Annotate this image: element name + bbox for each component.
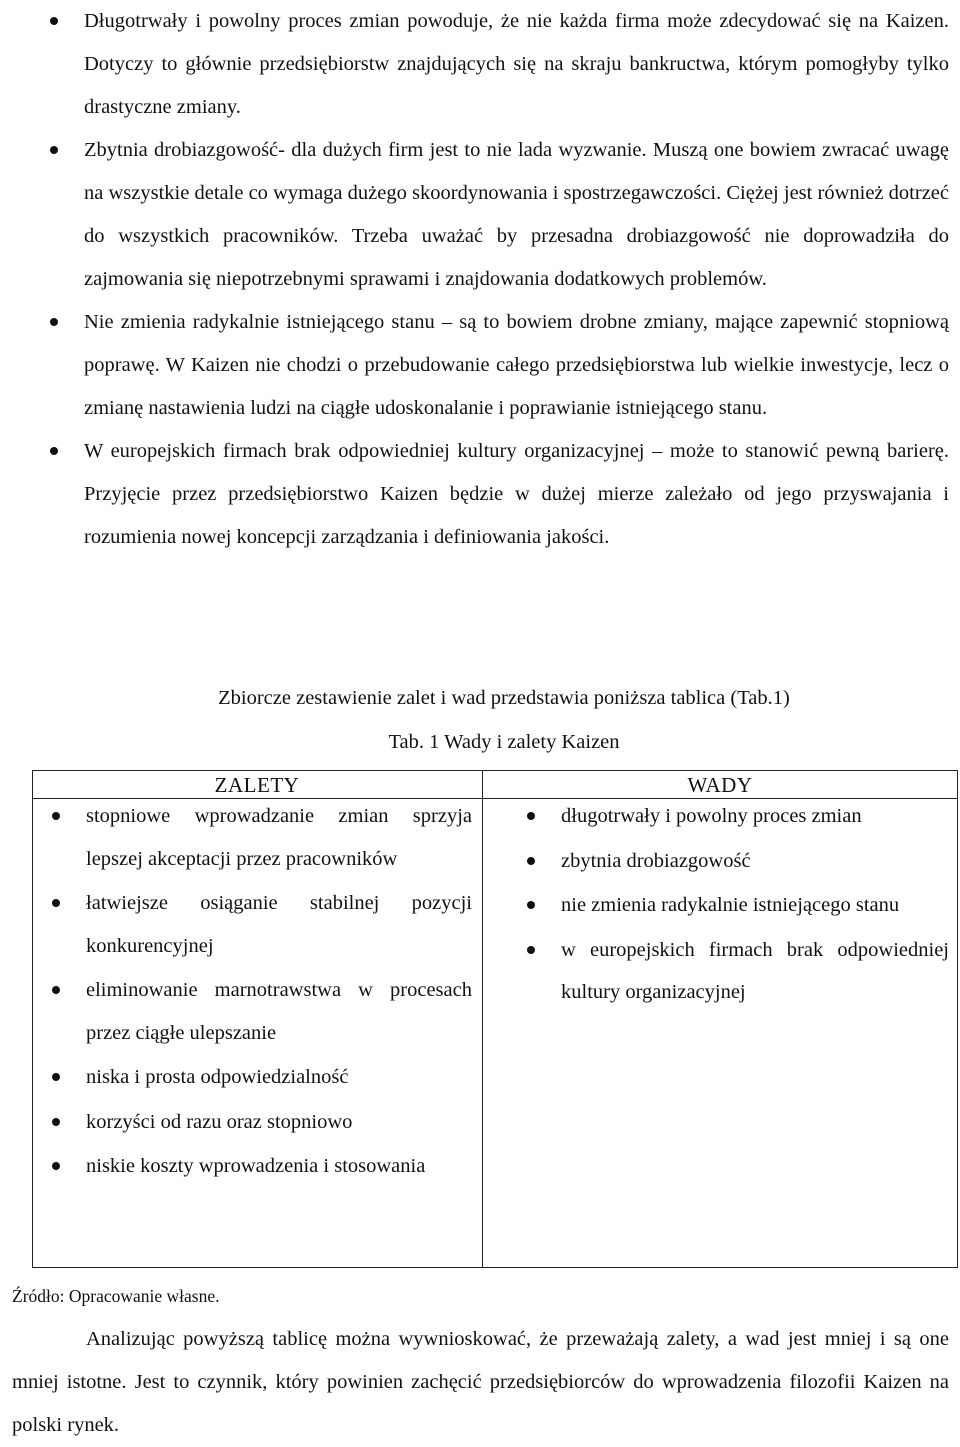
list-item: korzyści od razu oraz stopniowo (86, 1101, 472, 1144)
list-item: Nie zmienia radykalnie istniejącego stanu – są to bowiem drobne zmiany, mające zapewnić stopniową poprawę. W Kaizen nie chodzi o przebudowanie całego przedsiębiorstwa lub wielkie inwestycje, lecz o zmianę nastawienia ludzi na ciągłe udoskonalanie i poprawianie istniejącego stanu. (84, 301, 949, 430)
list-item: eliminowanie marnotrawstwa w procesach przez ciągłe ulepszanie (86, 969, 472, 1054)
table-header-pros: ZALETY (214, 773, 300, 797)
list-item: niska i prosta odpowiedzialność (86, 1056, 472, 1099)
drawbacks-list (84, 0, 949, 559)
conclusion-paragraph: Analizując powyższą tablicę można wywnioskować, że przeważają zalety, a wad jest mniej i są one mniej istotne. Jest to czynnik, który powinien zachęcić przedsiębiorców do wprowadzenia filozofii Kaizen na polski rynek. (12, 1328, 949, 1436)
list-item: Zbytnia drobiazgowość- dla dużych firm jest to nie lada wyzwanie. Muszą one bowiem zwracać uwagę na wszystkie detale co wymaga dużego skoordynowania i spostrzegawczości. Ciężej jest również dotrzeć do wszystkich pracowników. Trzeba uważać by przesadna drobiazgowość nie doprowadziła do zajmowania się niepotrzebnymi sprawami i znajdowania dodatkowych problemów. (84, 129, 949, 301)
list-item: nie zmienia radykalnie istniejącego stanu (561, 884, 949, 927)
table-border-right (957, 770, 958, 1268)
pros-cons-table (32, 770, 958, 1268)
list-item: Długotrwały i powolny proces zmian powoduje, że nie każda firma może zdecydować się na Kaizen. Dotyczy to głównie przedsiębiorstw znajdujących się na skraju bankructwa, którym pomogłyby tylko drastyczne zmiany. (84, 0, 949, 129)
source-note: Źródło: Opracowanie własne. (12, 1286, 220, 1306)
pros-list (86, 795, 472, 1190)
list-item: W europejskich firmach brak odpowiedniej kultury organizacyjnej – może to stanowić pewną barierę. Przyjęcie przez przedsiębiorstwo Kaizen będzie w dużej mierze zależało od jego przyswajania i rozumienia nowej koncepcji zarządzania i definiowania jakości. (84, 430, 949, 559)
list-item: łatwiejsze osiąganie stabilnej pozycji konkurencyjnej (86, 882, 472, 967)
table-header-cons: WADY (687, 773, 753, 797)
table-caption: Tab. 1 Wady i zalety Kaizen (388, 731, 620, 753)
list-item: stopniowe wprowadzanie zmian sprzyja lepszej akceptacji przez pracowników (86, 795, 472, 880)
list-item: niskie koszty wprowadzenia i stosowania (86, 1145, 472, 1188)
list-item: zbytnia drobiazgowość (561, 840, 949, 883)
cons-list (561, 795, 949, 1016)
list-item: w europejskich firmach brak odpowiedniej kultury organizacyjnej (561, 929, 949, 1014)
intro-line: Zbiorcze zestawienie zalet i wad przedstawia poniższa tablica (Tab.1) (218, 687, 790, 709)
table-column-divider (482, 770, 483, 1268)
list-item: długotrwały i powolny proces zmian (561, 795, 949, 838)
table-border-bottom (32, 1267, 958, 1268)
table-border-left (32, 770, 33, 1268)
